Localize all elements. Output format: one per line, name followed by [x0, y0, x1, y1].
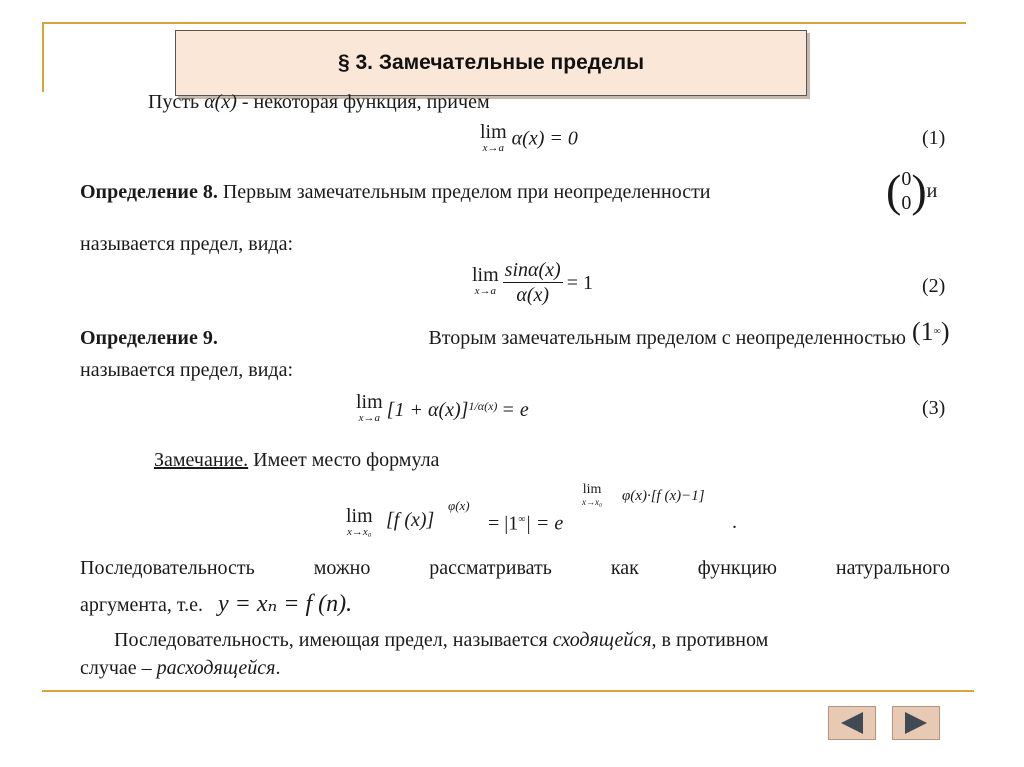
intro-post: - некоторая функция, причем: [236, 91, 490, 113]
def8-line2: называется предел, вида:: [80, 233, 294, 255]
eq4-dot: .: [732, 511, 737, 533]
eq3-number: (3): [922, 397, 946, 419]
eq4-exp-lim: lim x→x₀: [582, 482, 603, 507]
equation-1: [480, 121, 578, 156]
triangle-left-icon: [841, 712, 863, 734]
next-button[interactable]: [892, 706, 940, 740]
seq-formula: y = xₙ = f (n).: [218, 591, 353, 617]
eq4-mid: = |1∞| = e: [488, 512, 564, 535]
eq1-lim: lim x→a: [480, 121, 507, 154]
eq4-expr: [f (x)]: [386, 509, 435, 531]
def9-line1: [80, 326, 906, 350]
eq3-exp: 1/α(x): [468, 399, 498, 413]
seq-para-text: аргумента, т.е.: [80, 594, 204, 616]
eq4-exp-expr: φ(x)·[f (x)−1]: [622, 488, 705, 504]
frame-top-line: [42, 22, 966, 24]
def9-label: Определение 9.: [80, 327, 218, 349]
def8-frac-num: 0: [901, 168, 912, 190]
eq2-lim: lim x→a: [472, 263, 499, 297]
intro-pre: Пусть: [148, 91, 205, 113]
eq2-rhs: = 1: [566, 271, 593, 294]
equation-4: [346, 482, 766, 544]
eq4-exp1: φ(x): [448, 498, 470, 513]
def8-line1: [80, 180, 711, 204]
frame-left-line: [42, 22, 44, 92]
equation-2: [472, 258, 593, 307]
eq4-lim: lim x→x₀: [346, 505, 373, 538]
eq1-expr: α(x) = 0: [511, 127, 578, 150]
intro-func: α(x): [204, 91, 237, 113]
title-box: [175, 30, 807, 96]
frame-bottom-line: [42, 690, 974, 692]
page-title: § 3. Замечательные пределы: [337, 51, 645, 74]
conv-para-line2: случае – расходящейся.: [80, 657, 281, 679]
seq-para-line1: Последовательность можно рассматривать как функцию натурального: [80, 557, 950, 579]
eq3-expr: [1 + α(x)]: [386, 399, 469, 421]
eq2-number: (2): [922, 275, 946, 297]
eq2-fraction: $\frac{\sin\alpha(x)}{\alpha(x)}$: [504, 259, 561, 306]
remark-line: [154, 448, 439, 472]
prev-button[interactable]: [828, 706, 876, 740]
eq3-lim: lim x→a: [356, 391, 383, 424]
def9-line2: называется предел, вида:: [80, 359, 294, 381]
equation-3: [356, 391, 529, 426]
triangle-right-icon: [905, 712, 927, 734]
eq3-rhs: = e: [501, 399, 529, 421]
def8-label: Определение 8.: [80, 181, 218, 203]
conv-para-line1: Последовательность, имеющая предел, называется сходящейся, в противном: [114, 629, 769, 651]
def8-tail: и: [926, 180, 938, 202]
def8-frac-den: 0: [901, 192, 912, 214]
def8-indeterminate: ( 0 0 ) и: [886, 165, 938, 216]
intro-line: [148, 90, 490, 114]
def8-text: Первым замечательным пределом при неопределенности: [217, 181, 711, 203]
remark-label: Замечание.: [154, 449, 249, 471]
seq-para-line2: [80, 592, 352, 617]
def9-text: Вторым замечательным пределом с неопределенностью: [428, 327, 906, 349]
def9-indeterminate: (1 ∞ ): [912, 317, 950, 346]
remark-text: Имеет место формула: [248, 449, 440, 471]
eq1-number: (1): [922, 127, 946, 149]
